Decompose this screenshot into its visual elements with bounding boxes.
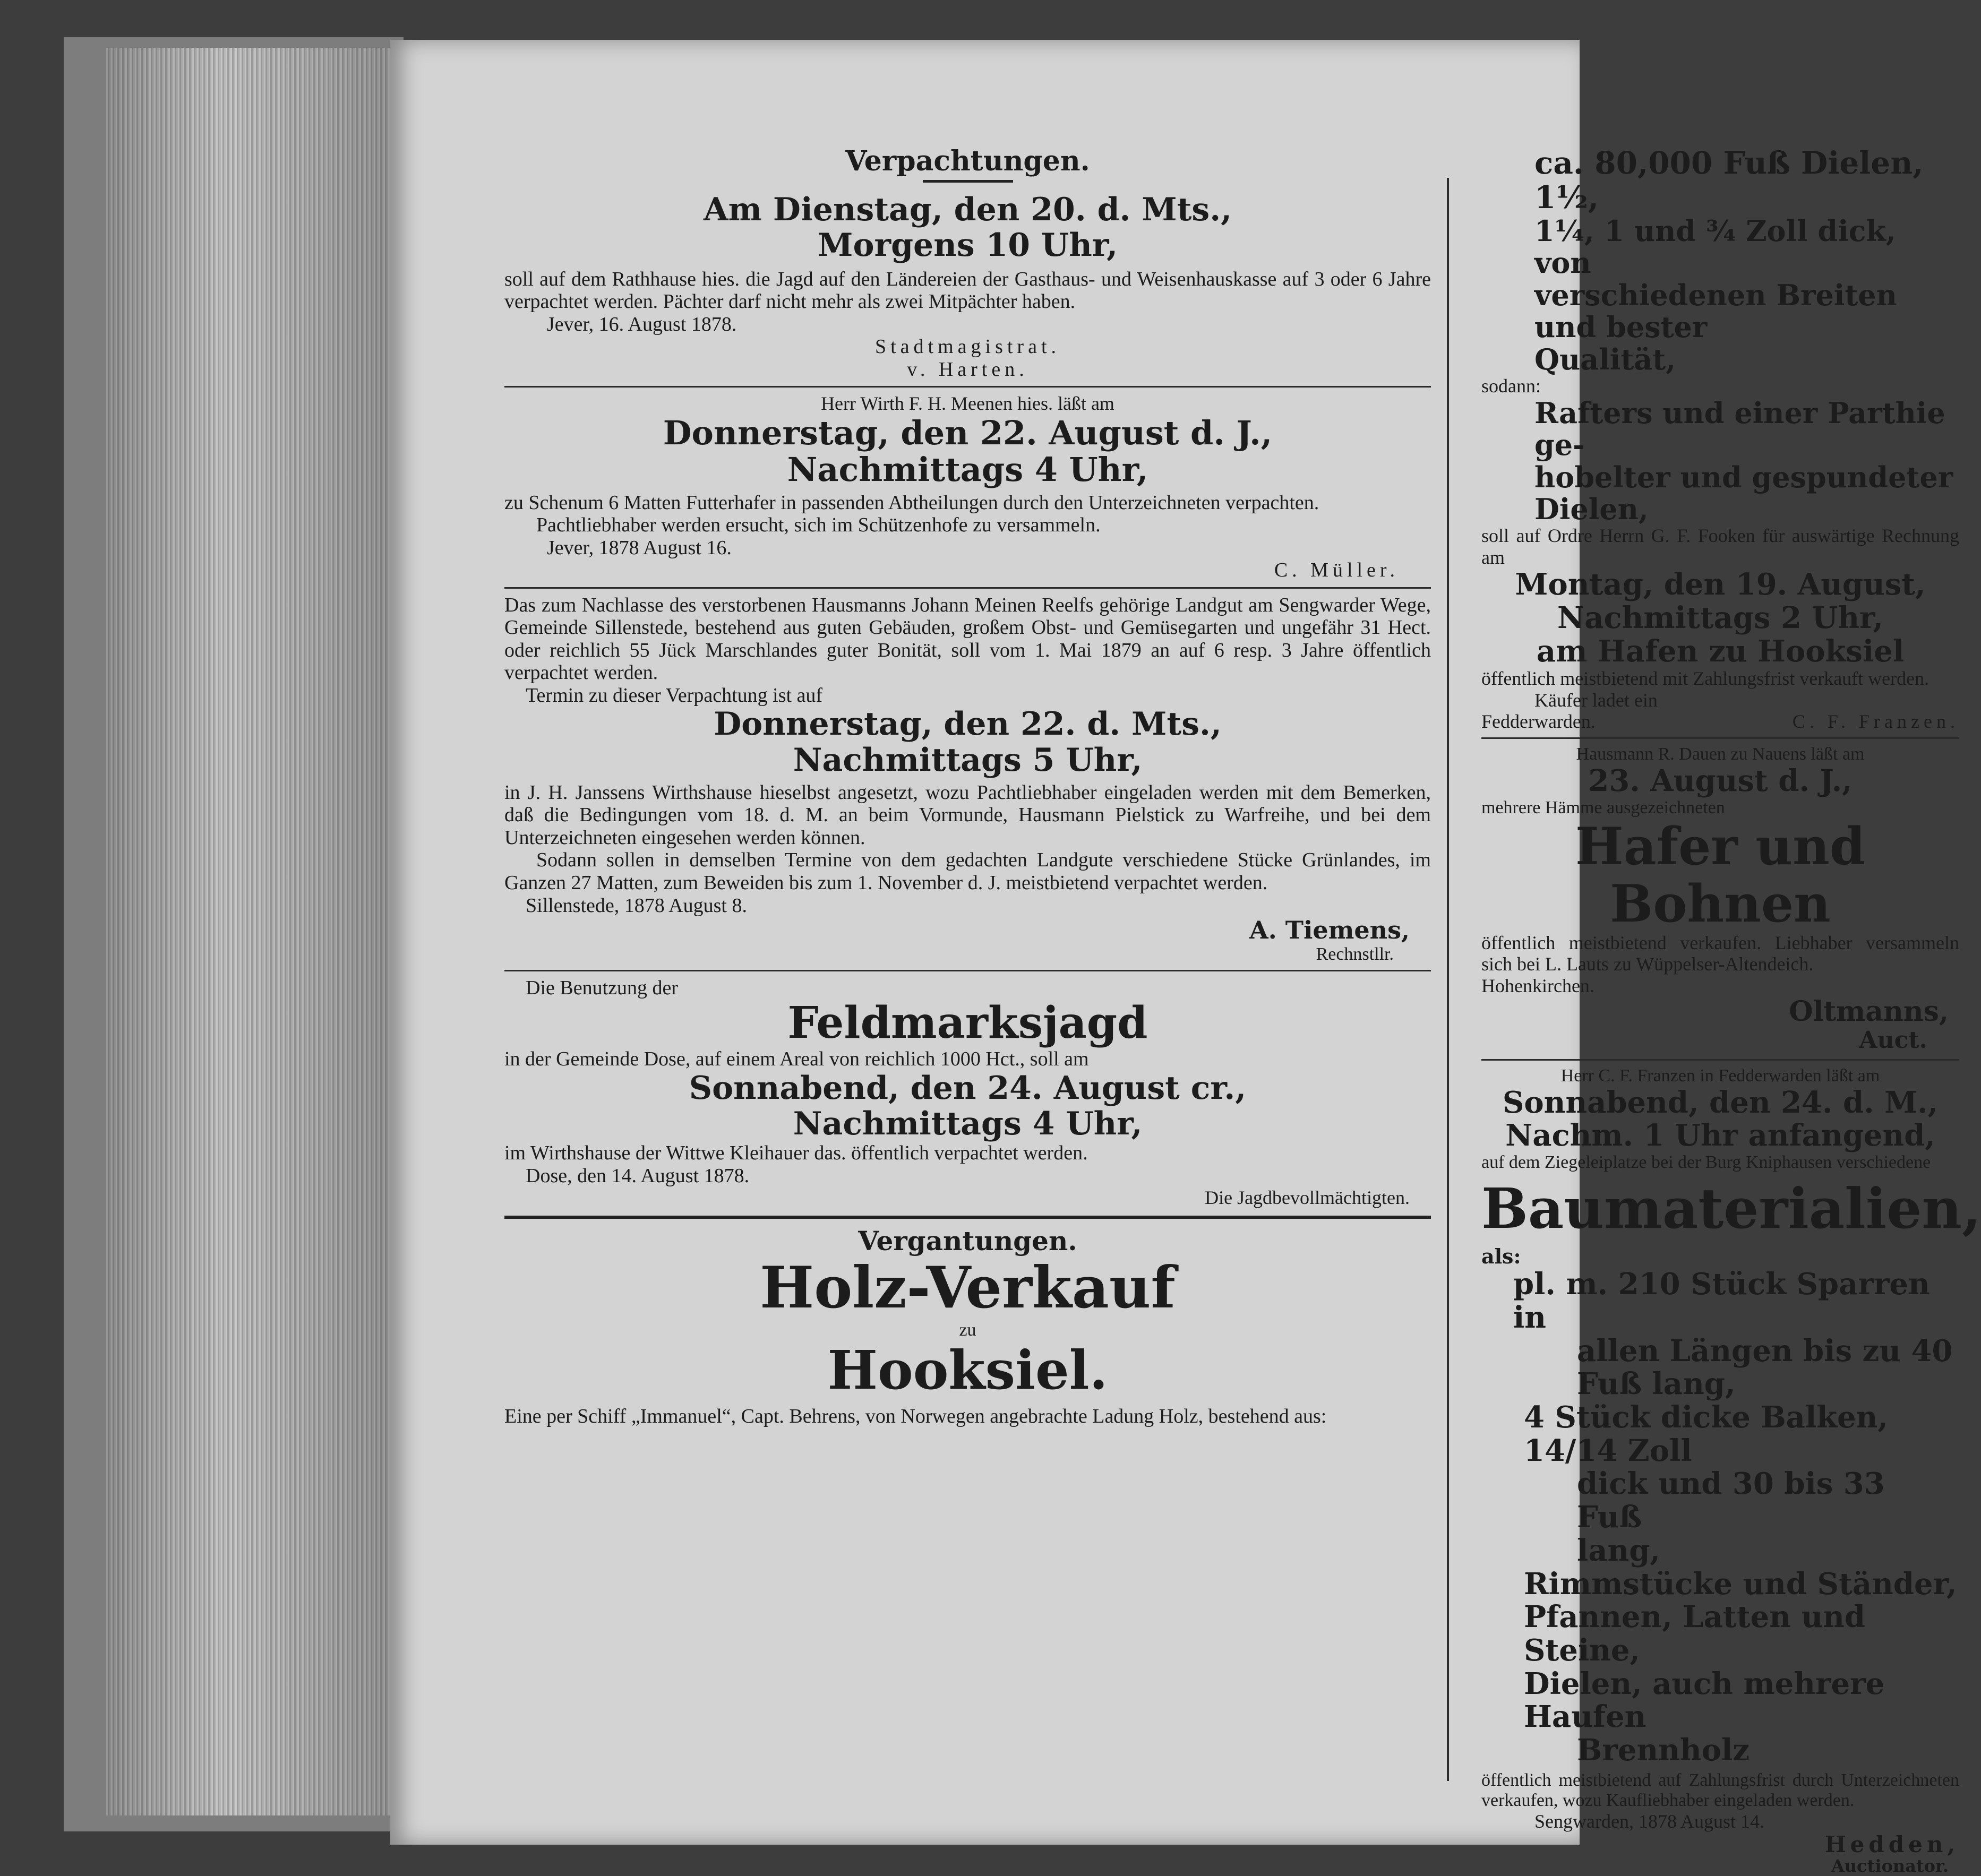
ad-date-line: Donnerstag, den 22. August d. J.,: [504, 415, 1431, 451]
ad-place: Fedderwarden.: [1481, 711, 1596, 732]
item-line: 1¼, 1 und ¾ Zoll dick, von: [1481, 215, 1959, 279]
ad-title: Hafer und Bohnen: [1481, 818, 1959, 932]
ad-intro: Herr Wirth F. H. Meenen hies. läßt am: [504, 393, 1431, 414]
heading-rule: [923, 180, 1013, 183]
ad-intro: Die Benutzung der: [504, 977, 1431, 1000]
ad-time-line: Nachmittags 4 Uhr,: [504, 1106, 1431, 1142]
item-line: lang,: [1481, 1534, 1959, 1568]
ad-signer-role: Auctionator.: [1481, 1857, 1959, 1876]
ad-separator: [504, 386, 1431, 388]
ad-date-line: Sonnabend, den 24. August cr.,: [504, 1071, 1431, 1106]
right-column: [1481, 146, 1959, 1876]
ad-sodann: sodann:: [1481, 375, 1959, 397]
item-line: ca. 80,000 Fuß Dielen, 1½,: [1481, 146, 1959, 215]
ad-termin: Termin zu dieser Verpachtung ist auf: [504, 684, 1431, 707]
ad-separator: [504, 970, 1431, 971]
ad-time-line: Nachmittags 5 Uhr,: [504, 743, 1431, 778]
ad-body-2: in J. H. Janssens Wirthshause hieselbst angesetzt, wozu Pachtliebhaber eingeladen werden mit dem Bemerken, daß die Bedingungen vom 18. d. M. an beim Vormunde, Hausmann Pielstick zu Warfreihe, und bei dem Unterzeichneten eingesehen werden können.: [504, 781, 1431, 849]
item-line: Brennholz: [1481, 1734, 1959, 1767]
column-divider: [1447, 178, 1449, 1781]
item-line: verschiedenen Breiten und bester: [1481, 279, 1959, 343]
item-line: hobelter und gespundeter Dielen,: [1481, 461, 1959, 526]
ad-place-line: am Hafen zu Hooksiel: [1481, 635, 1959, 668]
ad-title: Feldmarksjagd: [504, 999, 1431, 1048]
item-line: dick und 30 bis 33 Fuß: [1481, 1467, 1959, 1534]
item-line: Qualität,: [1481, 343, 1959, 375]
ad-separator: [1481, 737, 1959, 739]
ad-body-2: öffentlich meistbietend auf Zahlungsfrist durch Unterzeichneten verkaufen, wozu Kaufliebhaber eingeladen werden.: [1481, 1770, 1959, 1811]
ad-time-line: Nachmittags 4 Uhr,: [504, 451, 1431, 488]
ad-place-date: Dose, den 14. August 1878.: [504, 1165, 1431, 1187]
ad-jagd-rathhaus: [504, 192, 1431, 381]
ad-signer: A. Tiemens,: [504, 917, 1431, 944]
ad-body: auf dem Ziegeleiplatze bei der Burg Kniphausen verschiedene: [1481, 1152, 1959, 1173]
ad-hafer-bohnen: [1481, 744, 1959, 1053]
ad-place: Hooksiel.: [504, 1340, 1431, 1400]
item-line: Dielen, auch mehrere Haufen: [1481, 1667, 1959, 1734]
ad-body: öffentlich meistbietend mit Zahlungsfrist verkauft werden.: [1481, 668, 1959, 689]
ad-zu: zu: [504, 1320, 1431, 1340]
ad-signer: C. F. Franzen.: [1793, 711, 1959, 732]
ad-body: in der Gemeinde Dose, auf einem Areal von reichlich 1000 Hct., soll am: [504, 1048, 1431, 1071]
ad-body: zu Schenum 6 Matten Futterhafer in passenden Abtheilungen durch den Unterzeichneten verpachten.: [504, 492, 1431, 514]
ad-intro: Hausmann R. Dauen zu Nauens läßt am: [1481, 744, 1959, 764]
ad-order: soll auf Ordre Herrn G. F. Fooken für auswärtige Rechnung am: [1481, 525, 1959, 568]
section-heading-verpachtungen: Verpachtungen.: [504, 146, 1431, 177]
ad-landgut: [504, 594, 1431, 965]
ad-body-2: im Wirthshause der Wittwe Kleihauer das. öffentlich verpachtet werden.: [504, 1142, 1431, 1165]
item-line: Rimmstücke und Ständer,: [1481, 1568, 1959, 1601]
ad-separator: [1481, 1059, 1959, 1061]
ad-date-line: 23. August d. J.,: [1481, 764, 1959, 798]
ad-signer: v. Harten.: [504, 358, 1431, 381]
ad-place-date: Sengwarden, 1878 August 14.: [1481, 1811, 1959, 1832]
item-line: 4 Stück dicke Balken, 14/14 Zoll: [1481, 1401, 1959, 1467]
ad-body: Das zum Nachlasse des verstorbenen Hausmanns Johann Meinen Reelfs gehörige Landgut am Sengwarder Wege, Gemeinde Sillenstede, bestehend aus guten Gebäuden, großem Obst- und Gemüsegarten und ungefähr 31 Hect. oder reichlich 55 Jück Marschlandes guter Bonität, soll vom 1. Mai 1879 an auf 6 resp. 3 Jahre öffentlich verpachtet werden.: [504, 594, 1431, 684]
ad-intro: Herr C. F. Franzen in Fedderwarden läßt am: [1481, 1066, 1959, 1086]
ad-signer: Hedden,: [1481, 1832, 1959, 1857]
ad-futterhafer: [504, 393, 1431, 581]
ad-signer: Die Jagdbevollmächtigten.: [504, 1187, 1431, 1208]
ad-sub: mehrere Hämme ausgezeichneten: [1481, 798, 1959, 818]
ad-signer: C. Müller.: [504, 559, 1431, 582]
ad-baumaterialien: [1481, 1066, 1959, 1876]
ad-holz-verkauf: [504, 1226, 1431, 1428]
ad-date-line: Am Dienstag, den 20. d. Mts.,: [504, 192, 1431, 228]
ad-title: Baumaterialien,: [1481, 1178, 1959, 1240]
section-heading-vergantungen: Vergantungen.: [504, 1226, 1431, 1256]
left-column: [504, 146, 1431, 1428]
ad-date-line: Sonnabend, den 24. d. M.,: [1481, 1086, 1959, 1120]
ad-time-line: Nachm. 1 Uhr anfangend,: [1481, 1119, 1959, 1152]
ad-title: Holz-Verkauf: [504, 1256, 1431, 1320]
item-line: Rafters und einer Parthie ge-: [1481, 397, 1959, 461]
item-line: allen Längen bis zu 40: [1481, 1335, 1959, 1368]
ad-place: Hohenkirchen.: [1481, 975, 1959, 996]
ad-note: Pachtliebhaber werden ersucht, sich im Schützenhofe zu versammeln.: [504, 514, 1431, 537]
ad-date-line: Montag, den 19. August,: [1481, 568, 1959, 601]
ad-body: Eine per Schiff „Immanuel“, Capt. Behrens, von Norwegen angebrachte Ladung Holz, bestehend aus:: [504, 1405, 1431, 1428]
ad-invite: Käufer ladet ein: [1481, 690, 1959, 711]
ad-separator: [504, 587, 1431, 589]
ad-date-line: Donnerstag, den 22. d. Mts.,: [504, 707, 1431, 742]
ad-place-date: Jever, 1878 August 16.: [504, 537, 1431, 560]
ad-signer: Oltmanns,: [1481, 996, 1959, 1027]
item-line: Pfannen, Latten und Steine,: [1481, 1600, 1959, 1667]
ad-footer: [1481, 711, 1959, 732]
ad-body-3: Sodann sollen in demselben Termine von dem gedachten Landgute verschiedene Stücke Grünlandes, im Ganzen 27 Matten, zum Beweiden bis zum 1. November d. J. meistbietend verpachtet werden.: [504, 849, 1431, 894]
ad-dielen: [1481, 146, 1959, 732]
item-line: Fuß lang,: [1481, 1367, 1959, 1401]
ad-als: als:: [1481, 1245, 1959, 1268]
ad-body: soll auf dem Rathhause hies. die Jagd auf den Ländereien der Gasthaus- und Weisenhauskasse auf 3 oder 6 Jahre verpachtet werden. Pächter darf nicht mehr als zwei Mitpächter haben.: [504, 268, 1431, 313]
ad-place-date: Jever, 16. August 1878.: [504, 313, 1431, 336]
ad-place-date: Sillenstede, 1878 August 8.: [504, 894, 1431, 917]
section-separator: [504, 1216, 1431, 1219]
ad-body: öffentlich meistbietend verkaufen. Liebhaber versammeln sich bei L. Lauts zu Wüppelser-Altendeich.: [1481, 932, 1959, 975]
ad-authority: Stadtmagistrat.: [504, 335, 1431, 358]
ad-signer-role: Auct.: [1481, 1027, 1959, 1053]
ad-signer-role: Rechnstllr.: [504, 944, 1431, 965]
ad-feldmarksjagd: [504, 977, 1431, 1209]
ad-time-line: Morgens 10 Uhr,: [504, 228, 1431, 263]
item-line: pl. m. 210 Stück Sparren in: [1481, 1268, 1959, 1334]
newspaper-page: [390, 40, 1580, 1845]
ad-time-line: Nachmittags 2 Uhr,: [1481, 601, 1959, 635]
page-edges-shadow: [106, 48, 404, 1815]
